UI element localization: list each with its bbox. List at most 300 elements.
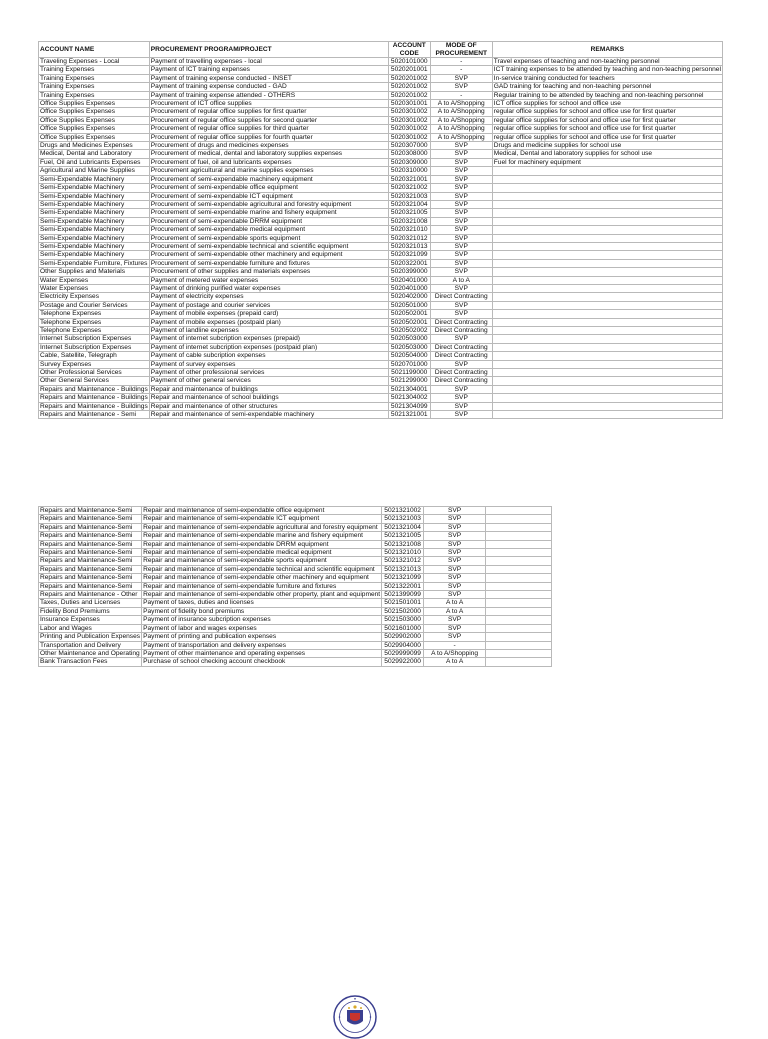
cell-account-code: 5020307000 [388,142,430,150]
cell-account-code: 5021501001 [382,599,424,607]
table-row [39,209,723,217]
cell-account-name: Drugs and Medicines Expenses [39,142,150,150]
cell-mode: SVP [430,284,492,292]
cell-program: Procurement of regular office supplies for fourth quarter [149,133,388,141]
cell-mode: SVP [424,565,486,573]
table-row [39,242,723,250]
table-row [39,284,723,292]
cell-program: Repair and maintenance of semi-expendable machinery [149,411,388,419]
cell-account-name: Semi-Expendable Machinery [39,234,150,242]
cell-program: Repair and maintenance of semi-expendable technical and scientific equipment [142,565,382,573]
table-row [39,318,723,326]
cell-program: Repair and maintenance of semi-expendable office equipment [142,507,382,515]
cell-mode: SVP [430,402,492,410]
table-row [39,251,723,259]
cell-program: Payment of internet subcription expenses (prepaid) [149,335,388,343]
cell-program: Procurement of ICT office supplies [149,100,388,108]
cell-program: Repair and maintenance of semi-expendable sports equipment [142,557,382,565]
cell-mode: A to A [424,599,486,607]
cell-account-code: 5021299000 [388,377,430,385]
cell-account-name: Semi-Expendable Machinery [39,192,150,200]
cell-account-name: Semi-Expendable Machinery [39,200,150,208]
cell-remarks [486,582,552,590]
cell-account-code: 5020201002 [388,74,430,82]
cell-account-name: Other Professional Services [39,369,150,377]
cell-account-code: 5020310000 [388,167,430,175]
cell-account-name: Semi-Expendable Machinery [39,184,150,192]
cell-account-name: Traveling Expenses - Local [39,58,150,66]
cell-remarks: Medical, Dental and laboratory supplies for school use [492,150,722,158]
cell-account-code: 5020308000 [388,150,430,158]
table-row [39,158,723,166]
cell-account-name: Telephone Expenses [39,310,150,318]
cell-remarks: regular office supplies for school and office use for first quarter [492,108,722,116]
cell-account-name: Semi-Expendable Machinery [39,242,150,250]
cell-mode: Direct Contracting [430,369,492,377]
cell-remarks [486,515,552,523]
procurement-table-2 [38,506,552,667]
table-row [39,192,723,200]
cell-program: Payment of transportation and delivery expenses [142,641,382,649]
cell-account-name: Repairs and Maintenance - Buildings [40,385,148,393]
cell-account-name: Semi-Expendable Machinery [39,209,150,217]
table-row [39,532,552,540]
cell-remarks [492,242,722,250]
cell-remarks [492,301,722,309]
table-row [39,565,552,573]
cell-remarks [486,549,552,557]
cell-remarks [492,209,722,217]
cell-account-code: 5021304001 [388,385,430,393]
cell-remarks [492,402,722,410]
table-row [39,658,552,666]
cell-program: Payment of fidelity bond premiums [142,607,382,615]
table-row [39,335,723,343]
cell-mode: A to A/Shopping [430,100,492,108]
cell-mode: SVP [430,200,492,208]
cell-remarks [492,234,722,242]
cell-program: Procurement of regular office supplies for first quarter [149,108,388,116]
cell-program: Repair and maintenance of other structures [149,402,388,410]
header-account-name: ACCOUNT NAME [39,42,150,58]
cell-account-code: 5020321005 [388,209,430,217]
cell-remarks [486,624,552,632]
cell-account-code: 5020399000 [388,268,430,276]
table-row [39,523,552,531]
cell-remarks [486,507,552,515]
cell-program: Payment of electricity expenses [149,293,388,301]
cell-mode: SVP [424,532,486,540]
cell-account-name: Other General Services [39,377,150,385]
table-row [39,377,723,385]
cell-account-name: Water Expenses [39,276,150,284]
cell-account-code: 5020101000 [388,58,430,66]
cell-account-code: 5021502000 [382,607,424,615]
cell-account-code: 5020321001 [388,175,430,183]
cell-program: Payment of postage and courier services [149,301,388,309]
cell-program: Payment of survey expenses [149,360,388,368]
cell-account-name: Postage and Courier Services [39,301,150,309]
cell-account-code: 5020503000 [388,343,430,351]
cell-remarks [492,343,722,351]
cell-remarks [486,523,552,531]
cell-mode: SVP [430,217,492,225]
cell-program: Repair and maintenance of semi-expendable DRRM equipment [142,540,382,548]
cell-account-code: 5021601000 [382,624,424,632]
cell-account-code: 5020201002 [388,83,430,91]
cell-account-code: 5020502001 [388,318,430,326]
cell-remarks [492,335,722,343]
cell-mode: SVP [430,301,492,309]
cell-program: Procurement of semi-expendable machinery equipment [149,175,388,183]
cell-mode: - [424,641,486,649]
table-row [39,150,723,158]
cell-account-code: 5020502002 [388,327,430,335]
cell-mode: A to A/Shopping [424,649,486,657]
table-row [39,385,723,393]
table-row [39,549,552,557]
cell-program: Procurement of fuel, oil and lubricants expenses [149,158,388,166]
cell-account-code: 5020201002 [388,91,430,99]
table-row [39,343,723,351]
cell-account-name: Telephone Expenses [39,318,150,326]
table-row [39,217,723,225]
cell-program: Purchase of school checking account checkbook [142,658,382,666]
cell-account-name: Semi-Expendable Furniture, Fixtures [40,259,148,267]
cell-account-name: Semi-Expendable Machinery [39,226,150,234]
cell-remarks [492,360,722,368]
cell-account-code: 5020301002 [388,125,430,133]
cell-remarks: regular office supplies for school and office use for first quarter [492,116,722,124]
cell-mode: SVP [430,209,492,217]
table-row [39,624,552,632]
cell-account-code: 5021321003 [382,515,424,523]
table-row [39,259,723,267]
cell-mode: SVP [430,411,492,419]
cell-remarks [492,318,722,326]
cell-remarks [492,385,722,393]
cell-account-code: 5020321004 [388,200,430,208]
table-row [39,411,723,419]
cell-account-code: 5021321005 [382,532,424,540]
cell-mode: Direct Contracting [430,293,492,301]
cell-account-code: 5020301001 [388,100,430,108]
cell-mode: SVP [430,360,492,368]
cell-remarks [492,327,722,335]
cell-account-name: Repairs and Maintenance - Other [39,591,142,599]
table-row [39,327,723,335]
cell-program: Procurement of regular office supplies for third quarter [149,125,388,133]
cell-account-code: 5021304099 [388,402,430,410]
cell-program: Payment of cable subcription expenses [149,352,388,360]
table-row [39,360,723,368]
cell-account-name: Internet Subscription Expenses [39,335,150,343]
cell-account-code: 5029922000 [382,658,424,666]
cell-account-code: 5020301002 [388,116,430,124]
cell-mode: A to A [424,607,486,615]
cell-mode: SVP [430,184,492,192]
table-row [39,607,552,615]
cell-remarks [492,217,722,225]
cell-account-name: Semi-Expendable Machinery [39,217,150,225]
cell-account-name: Office Supplies Expenses [39,116,150,124]
table-row [39,599,552,607]
cell-mode: SVP [430,150,492,158]
table-row [39,582,552,590]
cell-remarks [486,599,552,607]
cell-mode: SVP [430,192,492,200]
cell-account-name: Other Maintenance and Operating [40,649,140,657]
cell-account-code: 5021399099 [382,591,424,599]
table-row [39,616,552,624]
cell-remarks [486,574,552,582]
cell-account-code: 5020321002 [388,184,430,192]
cell-account-name: Repairs and Maintenance-Semi [39,507,142,515]
cell-mode: SVP [430,242,492,250]
cell-program: Payment of mobile expenses (prepaid card) [149,310,388,318]
cell-account-name: Repairs and Maintenance - Buildings [40,394,148,402]
cell-mode: SVP [424,549,486,557]
cell-program: Payment of other general services [149,377,388,385]
table-row [39,641,552,649]
table-row [39,540,552,548]
cell-program: Payment of other maintenance and operating expenses [142,649,382,657]
cell-mode: SVP [424,523,486,531]
cell-mode: Direct Contracting [430,327,492,335]
cell-remarks [492,394,722,402]
cell-program: Repair and maintenance of semi-expendable other property, plant and equipment [143,591,381,599]
cell-program: Procurement of other supplies and materials expenses [149,268,388,276]
cell-account-code: 5020301002 [388,108,430,116]
cell-mode: SVP [424,616,486,624]
cell-remarks: Travel expenses of teaching and non-teaching personnel [492,58,722,66]
cell-remarks [492,251,722,259]
cell-account-code: 5020321012 [388,234,430,242]
cell-account-code: 5020201001 [388,66,430,74]
cell-remarks [492,268,722,276]
table-row [39,507,552,515]
cell-remarks: regular office supplies for school and office use for first quarter [492,133,722,141]
cell-program: Procurement of semi-expendable agricultural and forestry equipment [149,200,388,208]
cell-account-name: Office Supplies Expenses [39,100,150,108]
cell-program: Payment of training expense conducted - GAD [149,83,388,91]
cell-program: Procurement of regular office supplies for second quarter [149,116,388,124]
table-row [39,515,552,523]
cell-account-name: Insurance Expenses [39,616,142,624]
cell-mode: - [430,66,492,74]
cell-account-code: 5020321099 [388,251,430,259]
cell-account-code: 5029904000 [382,641,424,649]
cell-mode: SVP [430,167,492,175]
cell-remarks [492,226,722,234]
cell-program: Procurement of medical, dental and laboratory supplies expenses [149,150,388,158]
cell-remarks [486,633,552,641]
cell-mode: - [430,58,492,66]
cell-remarks [492,352,722,360]
cell-program: Repair and maintenance of semi-expendable ICT equipment [142,515,382,523]
cell-account-code: 5020301002 [388,133,430,141]
cell-program: Payment of metered water expenses [149,276,388,284]
cell-mode: - [430,91,492,99]
cell-mode: SVP [424,582,486,590]
cell-mode: SVP [424,507,486,515]
cell-account-name: Taxes, Duties and Licenses [39,599,142,607]
cell-mode: SVP [430,385,492,393]
cell-mode: SVP [430,394,492,402]
cell-account-name: Printing and Publication Expenses [40,633,141,641]
cell-remarks [492,200,722,208]
cell-program: Payment of travelling expenses - local [149,58,388,66]
cell-mode: SVP [430,251,492,259]
cell-account-name: Medical, Dental and Laboratory [39,150,150,158]
cell-program: Procurement of semi-expendable ICT equipment [149,192,388,200]
cell-remarks [486,616,552,624]
cell-program: Repair and maintenance of semi-expendable agricultural and forestry equipment [142,523,382,531]
procurement-table-1 [38,41,723,419]
cell-account-name: Repairs and Maintenance-Semi [39,523,142,531]
cell-remarks [492,377,722,385]
header-account-code: ACCOUNT CODE [388,42,430,58]
table-row [39,66,723,74]
header-mode: MODE OF PROCUREMENT [430,42,492,58]
table-row [39,352,723,360]
cell-remarks: regular office supplies for school and office use for first quarter [492,125,722,133]
cell-program: Repair and maintenance of semi-expendable other machinery and equipment [142,574,382,582]
cell-account-name: Office Supplies Expenses [39,133,150,141]
table-row [39,369,723,377]
cell-program: Payment of training expense attended - OTHERS [149,91,388,99]
cell-account-name: Semi-Expendable Machinery [39,175,150,183]
cell-account-name: Repairs and Maintenance-Semi [39,582,142,590]
cell-account-name: Semi-Expendable Machinery [39,251,150,259]
cell-account-code: 5021321008 [382,540,424,548]
cell-remarks [492,310,722,318]
table-body-2 [39,507,552,667]
cell-program: Payment of mobile expenses (postpaid plan) [149,318,388,326]
cell-mode: SVP [424,633,486,641]
table-row [39,184,723,192]
cell-mode: SVP [430,335,492,343]
cell-account-code: 5020321010 [388,226,430,234]
cell-account-name: Survey Expenses [39,360,150,368]
cell-mode: A to A/Shopping [430,116,492,124]
cell-remarks [492,175,722,183]
table-row [39,234,723,242]
cell-program: Payment of insurance subcription expenses [142,616,382,624]
table-row [39,83,723,91]
cell-account-code: 5020401000 [388,276,430,284]
cell-program: Procurement of semi-expendable sports equipment [149,234,388,242]
cell-account-name: Office Supplies Expenses [39,108,150,116]
cell-account-name: Other Supplies and Materials [39,268,150,276]
cell-account-name: Fuel, Oil and Lubricants Expenses [39,158,150,166]
cell-account-code: 5020402000 [388,293,430,301]
table-row [39,74,723,82]
cell-program: Procurement of semi-expendable other machinery and equipment [149,251,388,259]
cell-account-name: Repairs and Maintenance - Semi [39,411,150,419]
cell-remarks [486,658,552,666]
table-row [39,402,723,410]
table-row [39,125,723,133]
cell-account-name: Repairs and Maintenance-Semi [39,565,142,573]
cell-remarks [492,184,722,192]
cell-program: Repair and maintenance of semi-expendable furniture and fixtures [142,582,382,590]
cell-program: Payment of drinking purified water expenses [149,284,388,292]
cell-remarks [492,167,722,175]
cell-remarks [492,369,722,377]
cell-account-code: 5020501000 [388,301,430,309]
cell-remarks [486,557,552,565]
cell-remarks: GAD training for teaching and non-teaching personnel [492,83,722,91]
cell-account-name: Repairs and Maintenance-Semi [39,557,142,565]
cell-account-code: 5020321008 [388,217,430,225]
cell-account-name: Fidelity Bond Premiums [39,607,142,615]
cell-mode: SVP [430,259,492,267]
cell-remarks [492,259,722,267]
cell-remarks: Fuel for machinery equipment [492,158,722,166]
cell-account-code: 5020401000 [388,284,430,292]
cell-remarks [486,540,552,548]
table-row [39,133,723,141]
cell-account-name: Labor and Wages [39,624,142,632]
cell-account-name: Training Expenses [39,74,150,82]
cell-account-name: Bank Transaction Fees [39,658,142,666]
table-row [39,100,723,108]
cell-mode: Direct Contracting [430,377,492,385]
cell-program: Procurement of drugs and medicines expenses [149,142,388,150]
cell-mode: A to A/Shopping [430,133,492,141]
cell-account-name: Repairs and Maintenance-Semi [39,549,142,557]
table-row [39,591,552,599]
cell-account-name: Transportation and Delivery [39,641,142,649]
cell-remarks [486,649,552,657]
cell-program: Procurement of semi-expendable office equipment [149,184,388,192]
cell-mode: A to A/Shopping [430,125,492,133]
cell-account-code: 5021321002 [382,507,424,515]
cell-mode: A to A [424,658,486,666]
cell-account-code: 5021321010 [382,549,424,557]
cell-account-name: Office Supplies Expenses [39,125,150,133]
table-row [39,226,723,234]
header-program: PROCUREMENT PROGRAM/PROJECT [149,42,388,58]
table-row [39,301,723,309]
cell-account-name: Telephone Expenses [39,327,150,335]
table-row [39,394,723,402]
cell-program: Procurement agricultural and marine supplies expenses [149,167,388,175]
table-row [39,116,723,124]
cell-account-name: Training Expenses [39,91,150,99]
cell-program: Procurement of semi-expendable medical equipment [149,226,388,234]
cell-program: Payment of printing and publication expenses [142,633,382,641]
cell-account-name: Internet Subscription Expenses [39,343,150,351]
table-row [39,91,723,99]
table-row [39,142,723,150]
table-row [39,200,723,208]
cell-program: Procurement of semi-expendable marine and fishery equipment [149,209,388,217]
table-body-1 [39,58,723,419]
cell-account-name: Repairs and Maintenance-Semi [39,515,142,523]
header-remarks: REMARKS [492,42,722,58]
cell-remarks: ICT office supplies for school and office use [492,100,722,108]
cell-account-code: 5021321004 [382,523,424,531]
cell-mode: SVP [430,310,492,318]
cell-remarks: ICT training expenses to be attended by teaching and non-teaching personnel [493,66,721,74]
table-row [39,649,552,657]
cell-account-code: 5029999099 [382,649,424,657]
cell-program: Payment of ICT training expenses [149,66,388,74]
cell-remarks [492,284,722,292]
cell-mode: SVP [424,515,486,523]
